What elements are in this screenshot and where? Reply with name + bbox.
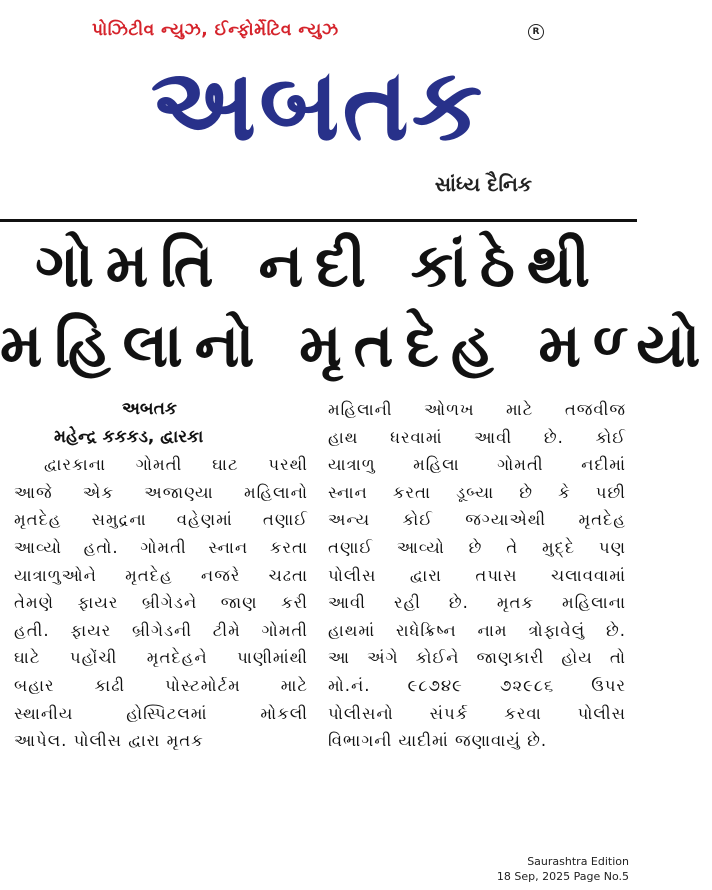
article-text-line: યાત્રાળુ મહિલા ગોમતી નદીમાં bbox=[328, 455, 626, 475]
article-text-line: આપેલ. પોલીસ દ્વારા મૃતક bbox=[14, 731, 204, 751]
article-text-line: હાથમાં રાધેક્રિષ્ન નામ ત્રોફાવેલું છે. bbox=[328, 620, 626, 640]
article-text-line: આ અંગે કોઈને જાણકારી હોય તો bbox=[328, 648, 626, 668]
article-headline bbox=[0, 226, 712, 386]
edition-label: Saurashtra Edition bbox=[527, 855, 629, 868]
headline-line-1: ગોમતિ નદી કાંઠેથી bbox=[35, 231, 602, 301]
article-text-line: મહિલાની ઓળખ માટે તજવીજ bbox=[328, 400, 626, 419]
byline-author: મહેન્દ્ર કકકડ, દ્વારકા bbox=[54, 426, 204, 447]
article-text-line: હતી. ફાયર બ્રીગેડની ટીમે ગોમતી bbox=[14, 620, 308, 640]
article-text-line: સ્નાન કરતા ડૂબ્યા છે કે પછી bbox=[328, 482, 626, 502]
headline-line-2: મહિલાનો મૃતદેહ મળ્યો bbox=[0, 311, 712, 381]
masthead bbox=[0, 0, 637, 222]
article-text-line: ઘાટે પહોંચી મૃતદેહને પાણીમાંથી bbox=[14, 648, 308, 668]
article-text-line: સ્થાનીય હોસ્પિટલમાં મોકલી bbox=[14, 703, 308, 723]
registered-mark-icon: R bbox=[528, 24, 544, 40]
article-column-left bbox=[14, 396, 308, 755]
article-text-line: યાત્રાળુઓને મૃતદેહ નજરે ચઢતા bbox=[14, 565, 308, 585]
article-text-line: વિભાગની યાદીમાં જણાવાયું છે. bbox=[328, 731, 548, 751]
article-text-line: મૃતદેહ સમુદ્રના વહેણમાં તણાઈ bbox=[14, 510, 308, 530]
page-footer bbox=[497, 854, 629, 884]
article-column-right bbox=[328, 396, 626, 755]
newspaper-logo: અબતક bbox=[150, 46, 486, 163]
article-text-line: દ્વારકાના ગોમતી ઘાટ પરથી bbox=[44, 455, 308, 475]
article-text-line: આવ્યો હતો. ગોમતી સ્નાન કરતા bbox=[14, 537, 308, 557]
article-text-line: હાથ ધરવામાં આવી છે. કોઈ bbox=[328, 427, 626, 447]
article-text-line: આવી રહી છે. મૃતક મહિલાના bbox=[328, 593, 626, 613]
article-body-right bbox=[328, 396, 626, 755]
header-divider bbox=[0, 219, 637, 222]
article-text-line: પોલીસ દ્વારા તપાસ ચલાવવામાં bbox=[328, 565, 626, 585]
article-body-left bbox=[14, 451, 308, 755]
article-text-line: બહાર કાઢી પોસ્ટમોર્ટમ માટે bbox=[14, 675, 308, 695]
article-text-line: આજે એક અજાણ્યા મહિલાનો bbox=[14, 482, 308, 502]
date-page-label: 18 Sep, 2025 Page No.5 bbox=[496, 870, 629, 883]
article-text-line: પોલીસનો સંપર્ક કરવા પોલીસ bbox=[328, 703, 626, 723]
article-text-line: તણાઈ આવ્યો છે તે મુદ્દે પણ bbox=[328, 537, 626, 557]
article-text-line: મો.નં. ૯૮૭૪૯ ૭૨૯૮૬ ઉપર bbox=[328, 675, 626, 695]
article-text-line: અન્ય કોઈ જગ્યાએથી મૃતદેહ bbox=[328, 510, 626, 530]
article-text-line: તેમણે ફાયર બ્રીગેડને જાણ કરી bbox=[14, 593, 308, 613]
masthead-subtitle: સાંધ્ય દૈનિક bbox=[434, 172, 532, 196]
byline-source: અબતક bbox=[122, 399, 177, 419]
masthead-tagline: પોઝિટીવ ન્યુઝ, ઈન્ફોર્મેટિવ ન્યુઝ bbox=[92, 20, 339, 40]
